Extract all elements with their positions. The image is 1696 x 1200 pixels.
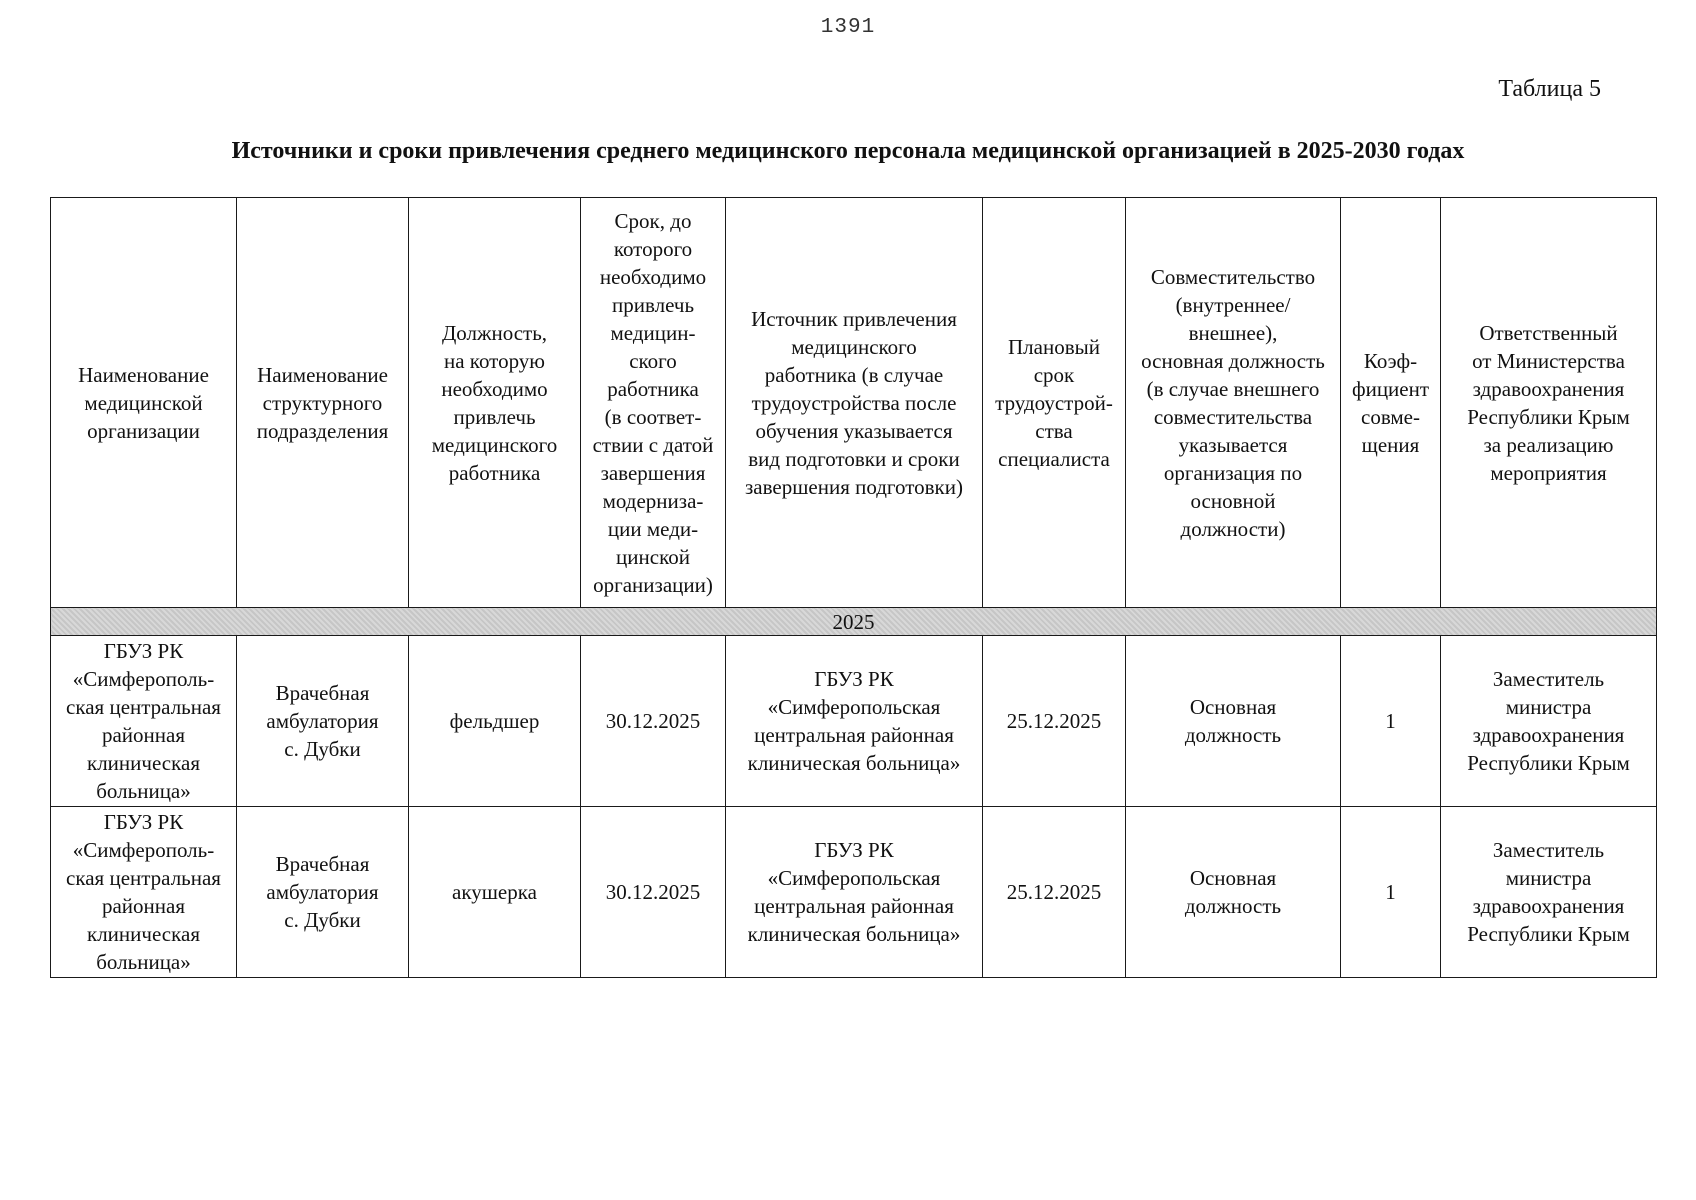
cell-structural-unit: Врачебная амбулатория с. Дубки [237, 807, 409, 978]
cell-source: ГБУЗ РК «Симферопольская центральная районная клиническая больница» [726, 636, 983, 807]
cell-responsible: Заместитель министра здравоохранения Республики Крым [1441, 807, 1657, 978]
cell-deadline: 30.12.2025 [581, 636, 726, 807]
header-organization: Наименование медицинской организации [51, 198, 237, 608]
cell-planned-date: 25.12.2025 [983, 807, 1126, 978]
cell-structural-unit: Врачебная амбулатория с. Дубки [237, 636, 409, 807]
table-header-row [51, 198, 1657, 608]
document-title: Источники и сроки привлечения среднего медицинского персонала медицинской организацией в 2025-2030 годах [231, 138, 1465, 164]
cell-coefficient: 1 [1341, 636, 1441, 807]
page-number: 1391 [820, 16, 876, 39]
cell-organization: ГБУЗ РК «Симферополь- ская центральная районная клиническая больница» [51, 807, 237, 978]
cell-part-time: Основная должность [1126, 636, 1341, 807]
header-position: Должность, на которую необходимо привлечь медицинского работника [409, 198, 581, 608]
table-label: Таблица 5 [1498, 76, 1601, 102]
cell-position: акушерка [409, 807, 581, 978]
header-coefficient: Коэф- фициент совме- щения [1341, 198, 1441, 608]
cell-deadline: 30.12.2025 [581, 807, 726, 978]
table-row [51, 636, 1657, 807]
header-part-time: Совместительство (внутреннее/ внешнее), основная должность (в случае внешнего совместительства указывается организация по основной должности) [1126, 198, 1341, 608]
header-deadline: Срок, до которого необходимо привлечь медицин- ского работника (в соответ- ствии с датой завершения модерниза- ции меди- цинской организации) [581, 198, 726, 608]
staffing-table [50, 197, 1657, 978]
table-row [51, 807, 1657, 978]
header-structural-unit: Наименование структурного подразделения [237, 198, 409, 608]
cell-coefficient: 1 [1341, 807, 1441, 978]
header-source: Источник привлечения медицинского работника (в случае трудоустройства после обучения указывается вид подготовки и сроки завершения подготовки) [726, 198, 983, 608]
year-section-label: 2025 [51, 608, 1657, 636]
cell-organization: ГБУЗ РК «Симферополь- ская центральная районная клиническая больница» [51, 636, 237, 807]
header-responsible: Ответственный от Министерства здравоохранения Республики Крым за реализацию мероприятия [1441, 198, 1657, 608]
header-planned-date: Плановый срок трудоустрой- ства специалиста [983, 198, 1126, 608]
cell-source: ГБУЗ РК «Симферопольская центральная районная клиническая больница» [726, 807, 983, 978]
cell-planned-date: 25.12.2025 [983, 636, 1126, 807]
year-section-row [51, 608, 1657, 636]
cell-part-time: Основная должность [1126, 807, 1341, 978]
cell-position: фельдшер [409, 636, 581, 807]
cell-responsible: Заместитель министра здравоохранения Республики Крым [1441, 636, 1657, 807]
